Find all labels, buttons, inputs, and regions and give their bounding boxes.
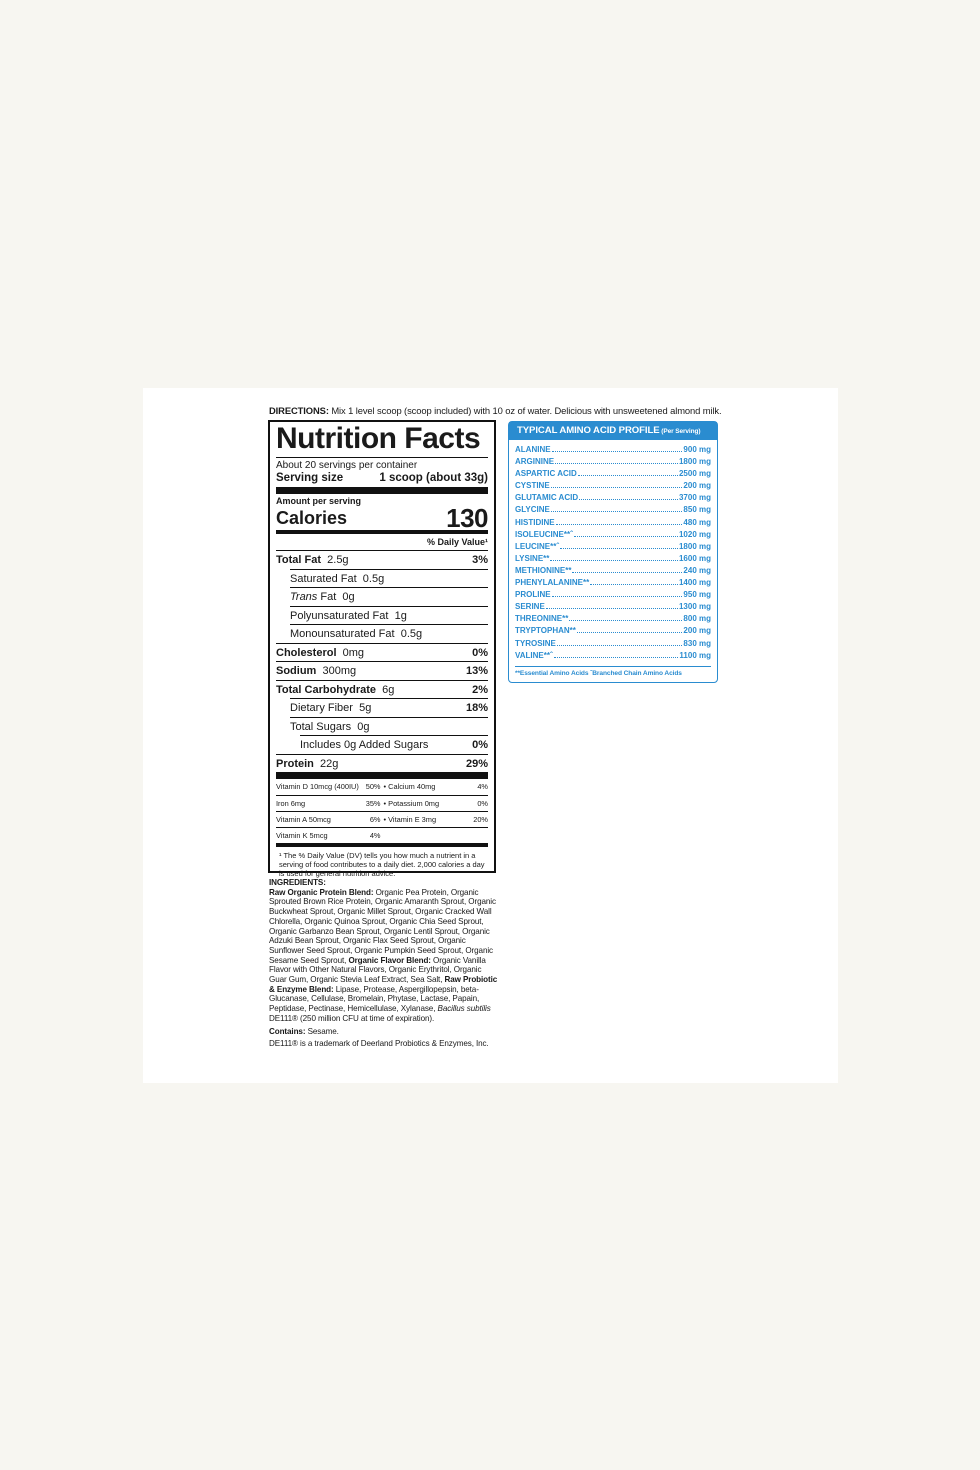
dot-leader [557,645,683,646]
dot-leader [551,511,683,512]
amino-acid-value: 480 mg [683,517,711,527]
amino-acid-row [515,444,711,456]
amino-acid-value: 1300 mg [678,602,711,612]
amino-acid-value: 830 mg [683,638,711,648]
ingredients-text [269,888,501,1024]
nutrition-facts-panel [268,420,496,878]
nutrient-name: Polyunsaturated Fat [290,609,389,622]
nutrient-pct: 3% [472,554,488,566]
nutrition-facts-title: Nutrition Facts [276,422,481,455]
blend-label: Raw Probiotic & Enzyme Blend: [269,975,498,994]
vitamin-pct: 35% [365,799,381,808]
amino-acid-name: SERINE [515,602,545,612]
nutrient-row-dietary-fiber [290,698,488,717]
vitamin-row [276,827,488,843]
nutrient-row-cholesterol [276,643,488,662]
blend-label: Organic Flavor Blend: [348,955,431,965]
dot-leader [554,657,679,658]
amino-acid-value: 1800 mg [678,541,711,551]
amino-acid-row [515,529,711,541]
dot-leader [572,572,682,573]
nutrient-amount: 0.5g [362,572,385,585]
amino-acid-name: HISTIDINE [515,517,555,527]
dot-leader [579,499,678,500]
amino-acid-list [509,440,717,662]
contains-line [269,1027,501,1037]
dot-leader [574,536,678,537]
vitamin-name [381,828,463,843]
vitamin-pct: 4% [369,831,381,840]
nutrient-amount: 300mg [322,665,357,677]
blend-text: Lipase, Protease, Aspergillopepsin, beta-Glucanase, Cellulase, Bromelain, Phytase, Lactase, Papain, Peptidase, Pectinase, Hemicellulase, Xylanase, [269,984,480,1014]
nutrient-amount: 2.5g [327,554,349,566]
nutrient-amount: 0.5g [400,628,423,640]
nutrient-name: Trans [290,591,318,603]
nutrient-row-trans-fat [290,587,488,606]
nutrient-pct: 2% [472,683,488,696]
amino-acid-name: THREONINE** [515,614,569,624]
amino-acid-row [515,613,711,625]
vitamin-name: • Vitamin E 3mg [383,815,437,824]
amino-acid-row [515,553,711,565]
dot-leader [578,475,678,476]
nutrient-pct: 18% [465,702,488,714]
thick-divider [276,487,488,494]
nutrient-pct: 0% [472,646,488,659]
amino-acid-row [515,565,711,577]
nutrient-amount: 6g [382,683,395,696]
daily-value-footnote: ¹ The % Daily Value (DV) tells you how much a nutrient in a serving of food contributes to a daily diet. 2,000 calories a day is used for general nutrition advice. [279,851,485,878]
amino-acid-value: 1600 mg [678,553,711,563]
dot-leader [552,451,683,452]
nutrient-row-added-sugars [300,735,488,754]
amino-acid-value: 240 mg [683,565,711,575]
amino-acid-name: CYSTINE [515,481,550,491]
ingredients-section [269,878,501,1049]
amino-acid-name: PHENYLALANINE** [515,578,590,588]
amino-acid-footnote: **Essential Amino Acids ˆBranched Chain Amino Acids [515,666,711,677]
nutrient-amount: 0g [342,591,355,603]
amino-acid-profile-panel [508,421,718,683]
amino-acid-value: 200 mg [683,481,711,491]
serving-size-label: Serving size [276,472,344,484]
nutrient-name: Dietary Fiber [290,702,353,714]
nutrient-amount: 5g [359,702,372,714]
directions-label: DIRECTIONS: [269,405,329,416]
nutrient-name: Monounsaturated Fat [290,628,395,640]
amino-per-serving: (Per Serving) [659,428,701,435]
amino-acid-value: 200 mg [683,626,711,636]
vitamin-row [276,795,488,811]
amino-acid-name: METHIONINE** [515,565,572,575]
nutrient-name: Saturated Fat [290,572,357,585]
nutrient-amount: 1g [394,609,407,622]
blend-label: Raw Organic Protein Blend: [269,887,374,897]
bacillus-name: Bacillus subtilis [437,1004,491,1014]
dot-leader [556,524,683,525]
dot-leader [546,608,678,609]
amino-acid-row [515,638,711,650]
amino-acid-value: 2500 mg [678,469,711,479]
amino-acid-name: ASPARTIC ACID [515,469,577,479]
serving-size-value: 1 scoop (about 33g) [379,472,488,484]
vitamin-row [276,779,488,795]
nutrient-row-polyunsaturated-fat [290,606,488,625]
amino-acid-row [515,541,711,553]
nutrient-pct: 0% [472,739,488,751]
nutrient-name: Total Sugars [290,720,352,733]
amino-acid-row [515,456,711,468]
amino-acid-name: TRYPTOPHAN** [515,626,576,636]
amino-acid-value: 950 mg [683,590,711,600]
daily-value-header: % Daily Value¹ [426,537,488,547]
amino-acid-name: PROLINE [515,590,551,600]
thick-divider [276,772,488,779]
amino-acid-value: 900 mg [683,445,711,454]
nutrient-name: Protein [276,757,314,770]
amino-acid-name: GLYCINE [515,505,550,515]
nutrient-amount: 0g [357,720,370,733]
vitamin-name: Vitamin K 5mcg [276,831,328,840]
ingredients-heading: INGREDIENTS: [269,878,326,887]
amino-acid-value: 1100 mg [679,650,711,660]
contains-text: Sesame. [305,1026,339,1036]
vitamin-name: • Calcium 40mg [383,782,436,791]
amino-acid-profile-title [509,422,717,440]
amino-acid-row [515,517,711,529]
nutrient-amount: 22g [320,757,339,770]
dot-leader [555,463,678,464]
vitamin-name: • Potassium 0mg [383,799,440,808]
vitamin-pct: 0% [477,799,488,808]
label-card [143,388,838,1083]
trademark-note: DE111® is a trademark of Deerland Probiotics & Enzymes, Inc. [269,1039,489,1049]
vitamin-name: Vitamin D 10mcg (400IU) [276,782,359,791]
blend-text: DE111® (250 million CFU at time of expiration). [269,1013,435,1023]
amino-acid-value: 3700 mg [678,493,711,503]
amino-acid-name: ARGININE [515,457,555,467]
vitamin-pct: 4% [477,782,488,791]
dot-leader [552,596,683,597]
nutrient-row-total-sugars [290,717,488,736]
dot-leader [551,487,683,488]
amino-acid-name: GLUTAMIC ACID [515,493,579,503]
nutrient-row-sodium [276,661,488,680]
nutrient-row-total-carbohydrate [276,680,488,699]
blend-text: Organic Vanilla Flavor with Other Natural Flavors, Organic Erythritol, Organic Guar Gum, Organic Stevia Leaf Extract, Sea Salt, [269,955,486,985]
amino-acid-name: TYROSINE [515,638,556,648]
nutrient-name: Sodium [276,665,317,677]
nutrient-pct: 29% [465,757,488,770]
nutrient-row-total-fat [276,550,488,569]
amino-title-text: TYPICAL AMINO ACID PROFILE [517,425,660,436]
serving-size-row [276,472,488,484]
vitamin-row [276,811,488,827]
vitamin-pct [462,828,488,843]
amino-acid-row [515,492,711,504]
amino-acid-row [515,480,711,492]
amino-acid-row [515,577,711,589]
calories-label: Calories [276,508,348,528]
vitamin-name: Iron 6mg [276,799,306,808]
amino-acid-row [515,589,711,601]
amino-acid-value: 1020 mg [678,529,711,539]
amino-acid-name: LEUCINE**ˆ [515,541,560,551]
nutrient-name: Total Carbohydrate [276,683,377,696]
amino-acid-row [515,625,711,637]
nutrient-row-protein [276,754,488,773]
nutrient-name: Total Fat [276,554,322,566]
amino-acid-name: ALANINE [515,445,551,454]
dot-leader [560,548,678,549]
amino-acid-row [515,504,711,516]
calories-value: 130 [446,503,488,533]
amino-acid-row [515,650,711,662]
blend-text: Organic Pea Protein, Organic Sprouted Brown Rice Protein, Organic Amaranth Sprout, Organic Buckwheat Sprout, Organic Millet Sprout, Organic Cracked Wall Chlorella, Organic Quinoa Sprout, Organic Chia Seed Sprout, Organic Garbanzo Bean Sprout, Organic Lentil Sprout, Organic Adzuki Bean Sprout, Organic Flax Seed Sprout, Organic Sunflower Seed Sprout, Organic Pumpkin Seed Sprout, Organic Sesame Seed Sprout, [269,887,496,965]
amino-acid-name: ISOLEUCINE**ˆ [515,529,573,539]
vitamin-pct: 50% [365,782,381,791]
nutrient-row-monounsaturated-fat [290,624,488,643]
amino-acid-value: 1400 mg [678,578,711,588]
amino-acid-row [515,601,711,613]
dot-leader [577,632,683,633]
dot-leader [550,560,678,561]
servings-per-container: About 20 servings per container [276,460,418,471]
nutrient-name-suffix: Fat [317,591,337,603]
vitamin-pct: 20% [473,815,488,824]
amino-acid-name: LYSINE** [515,553,550,563]
nutrient-name: Cholesterol [276,646,337,659]
calories-row [276,503,488,533]
amino-acid-value: 800 mg [683,614,711,624]
vitamin-pct: 6% [369,815,381,824]
nutrient-name: Includes 0g Added Sugars [300,739,429,751]
contains-label: Contains: [269,1026,306,1036]
nutrient-amount: 0mg [342,646,365,659]
directions-text: Mix 1 level scoop (scoop included) with 10 oz of water. Delicious with unsweetened almond milk. [328,405,722,416]
dot-leader [569,620,682,621]
amino-acid-row [515,468,711,480]
dot-leader [590,584,678,585]
amino-acid-value: 1800 mg [678,457,711,467]
nutrient-pct: 13% [465,665,488,677]
amino-acid-name: VALINE**ˆ [515,650,553,660]
amino-acid-value: 850 mg [683,505,711,515]
vitamin-name: Vitamin A 50mcg [276,815,331,824]
nutrient-row-saturated-fat [290,569,488,588]
amount-per-serving: Amount per serving [276,496,362,506]
directions [269,405,722,416]
